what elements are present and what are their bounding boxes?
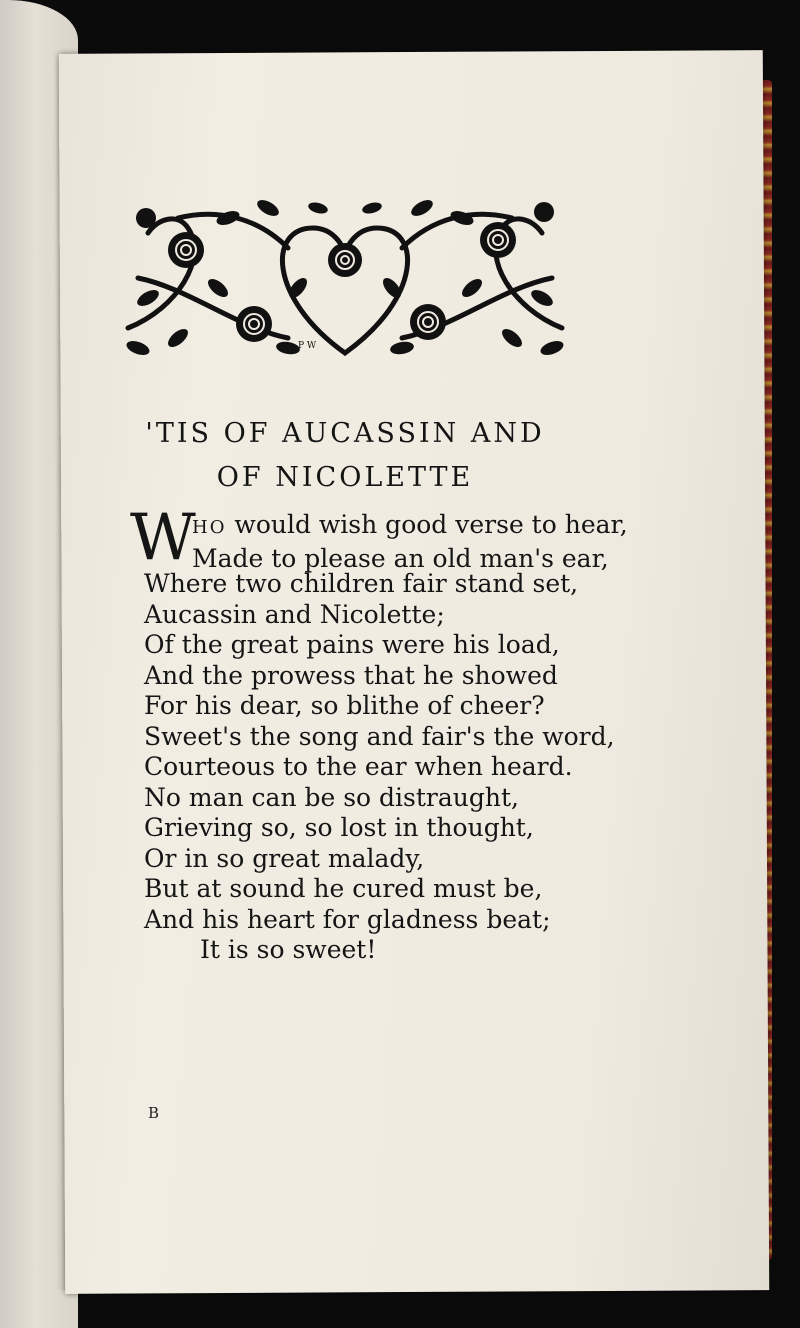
- poem-line: Grieving so, so lost in thought,: [144, 813, 534, 842]
- drop-capital: W: [130, 501, 196, 575]
- first-word-smallcaps: HO: [192, 517, 227, 538]
- poem-line: No man can be so distraught,: [144, 782, 519, 812]
- ornament-initials: P W: [298, 341, 317, 351]
- rose-vine-ornament: [118, 188, 572, 368]
- poem-line: Of the great pains were his load,: [144, 630, 560, 659]
- poem-line: Courteous to the ear when heard.: [144, 752, 573, 781]
- poem-body: [144, 569, 615, 966]
- chapter-heading-line2: OF NICOLETTE: [216, 462, 474, 493]
- poem-line: Where two children fair stand set,: [144, 569, 579, 598]
- poem-line: For his dear, so blithe of cheer?: [144, 691, 545, 720]
- poem-line: Aucassin and Nicolette;: [144, 599, 445, 629]
- poem-line: Sweet's the song and fair's the word,: [144, 721, 615, 751]
- poem-line: And the prowess that he showed: [144, 660, 558, 690]
- poem-line-2: Made to please an old man's ear,: [192, 543, 609, 573]
- refrain: It is so sweet!: [200, 935, 377, 964]
- poem-line: But at sound he cured must be,: [144, 874, 543, 903]
- poem-line-1: [192, 510, 628, 544]
- poem-line: Or in so great malady,: [144, 843, 425, 873]
- chapter-heading-line1: 'TIS OF AUCASSIN AND: [145, 418, 545, 449]
- opening-lines: [192, 510, 628, 574]
- poem-line: And his heart for gladness beat;: [144, 904, 551, 934]
- signature-mark: B: [148, 1104, 160, 1122]
- first-line-rest: would wish good verse to hear,: [226, 510, 628, 539]
